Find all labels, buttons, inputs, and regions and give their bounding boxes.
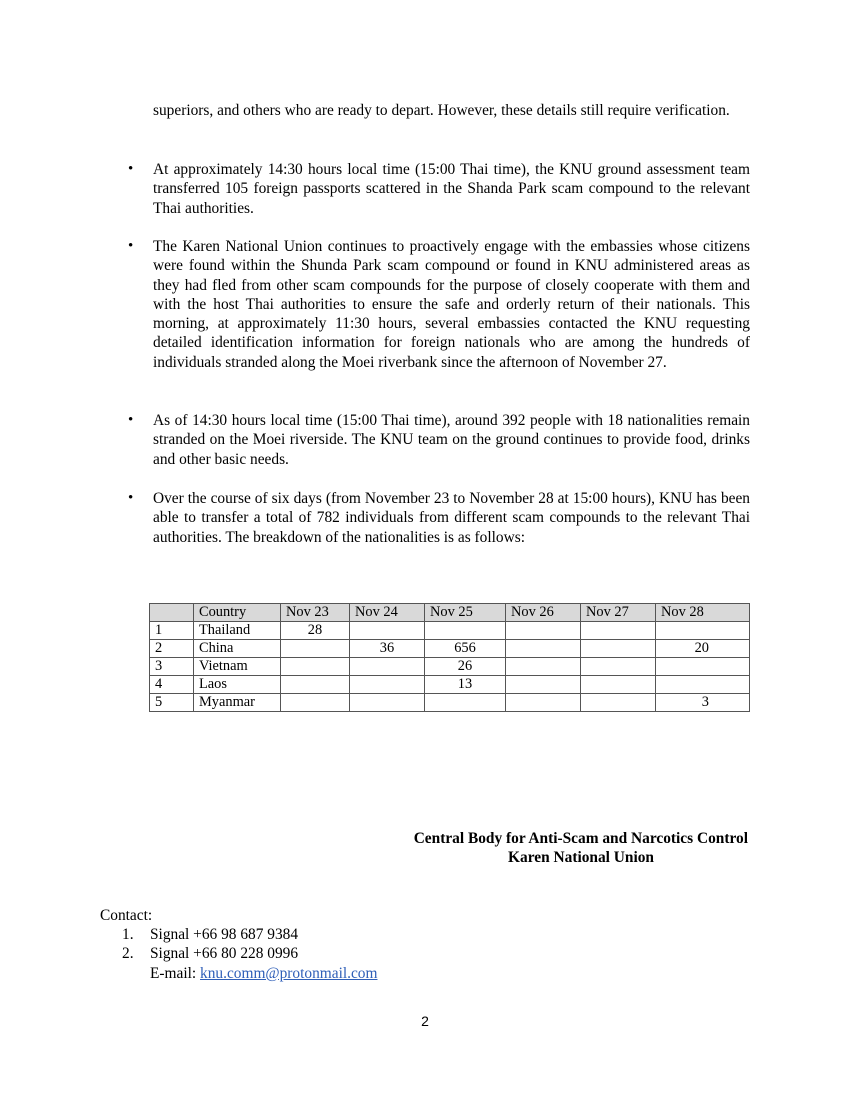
cell-index: 2	[150, 640, 194, 658]
table-row	[150, 694, 750, 712]
list-number: 2.	[122, 945, 134, 963]
contact-label: Contact:	[100, 907, 153, 924]
cell-value: 656	[425, 640, 506, 658]
cell-index: 5	[150, 694, 194, 712]
bullet-icon: •	[128, 490, 134, 506]
cell-country: Myanmar	[194, 694, 281, 712]
cell-value	[581, 622, 656, 640]
cell-value	[350, 658, 425, 676]
cell-value: 3	[656, 694, 750, 712]
cell-index: 1	[150, 622, 194, 640]
cell-value: 13	[425, 676, 506, 694]
cell-value	[506, 658, 581, 676]
cell-value: 20	[656, 640, 750, 658]
cell-value: 26	[425, 658, 506, 676]
signature-organization: Central Body for Anti-Scam and Narcotics Control	[413, 830, 748, 847]
bullet-icon: •	[128, 161, 134, 177]
table-header-row	[150, 604, 750, 622]
cell-index: 3	[150, 658, 194, 676]
paragraph-embassies: The Karen National Union continues to proactively engage with the embassies whose citizens were found within the Shunda Park scam compound or found in KNU administered areas as they had fled from other scam compounds for the purpose of closely cooperate with them and with the host Thai authorities to ensure the safe and orderly return of their nationals. This morning, at approximately 11:30 hours, several embassies contacted the KNU requesting detailed identification information for foreign nationals who are among the hundreds of individuals stranded along the Moei riverbank since the afternoon of November 27.	[153, 238, 750, 371]
signal-number: Signal +66 98 687 9384	[150, 926, 299, 943]
page-number: 2	[421, 1013, 429, 1029]
header-nov28: Nov 28	[656, 604, 750, 622]
cell-value	[350, 694, 425, 712]
cell-country: Vietnam	[194, 658, 281, 676]
paragraph-continuation: superiors, and others who are ready to depart. However, these details still require verification.	[153, 102, 730, 119]
cell-value	[506, 622, 581, 640]
table-row	[150, 622, 750, 640]
cell-value	[425, 622, 506, 640]
cell-value	[506, 640, 581, 658]
cell-value	[281, 640, 350, 658]
cell-value	[506, 694, 581, 712]
cell-value	[656, 658, 750, 676]
cell-value	[281, 676, 350, 694]
bullet-icon: •	[128, 412, 134, 428]
cell-value	[656, 676, 750, 694]
signal-number: Signal +66 80 228 0996	[150, 945, 299, 963]
table-row	[150, 676, 750, 694]
contact-list	[122, 925, 377, 983]
cell-value: 28	[281, 622, 350, 640]
cell-value	[581, 694, 656, 712]
cell-value	[425, 694, 506, 712]
email-label: E-mail:	[150, 964, 201, 982]
cell-country: China	[194, 640, 281, 658]
cell-value: 36	[350, 640, 425, 658]
cell-index: 4	[150, 676, 194, 694]
paragraph-stranded: As of 14:30 hours local time (15:00 Thai time), around 392 people with 18 nationalities remain stranded on the Moei riverside. The KNU team on the ground continues to provide food, drinks and other basic needs.	[153, 412, 750, 468]
header-country: Country	[194, 604, 281, 622]
header-nov23: Nov 23	[281, 604, 350, 622]
cell-value	[350, 676, 425, 694]
email-link[interactable]: knu.comm@protonmail.com	[200, 964, 378, 982]
paragraph-transfer-total: Over the course of six days (from November 23 to November 28 at 15:00 hours), KNU has been able to transfer a total of 782 individuals from different scam compounds to the relevant Thai authorities. The breakdown of the nationalities is as follows:	[153, 490, 750, 546]
list-number: 1.	[122, 926, 134, 943]
header-nov24: Nov 24	[350, 604, 425, 622]
cell-value	[281, 694, 350, 712]
header-nov27: Nov 27	[581, 604, 656, 622]
paragraph-passports: At approximately 14:30 hours local time (15:00 Thai time), the KNU ground assessment team transferred 105 foreign passports scattered in the Shanda Park scam compound to the relevant Thai authorities.	[153, 161, 750, 217]
table-row	[150, 640, 750, 658]
nationalities-table	[149, 603, 750, 712]
cell-country: Thailand	[194, 622, 281, 640]
list-item	[122, 944, 377, 963]
cell-value	[581, 676, 656, 694]
bullet-icon: •	[128, 238, 134, 254]
email-row	[122, 964, 377, 983]
cell-value	[350, 622, 425, 640]
cell-value	[506, 676, 581, 694]
header-index	[150, 604, 194, 622]
header-nov25: Nov 25	[425, 604, 506, 622]
list-item	[122, 925, 377, 944]
cell-value	[581, 658, 656, 676]
signature-union: Karen National Union	[508, 849, 654, 866]
cell-value	[281, 658, 350, 676]
table-row	[150, 658, 750, 676]
header-nov26: Nov 26	[506, 604, 581, 622]
cell-value	[581, 640, 656, 658]
cell-country: Laos	[194, 676, 281, 694]
cell-value	[656, 622, 750, 640]
